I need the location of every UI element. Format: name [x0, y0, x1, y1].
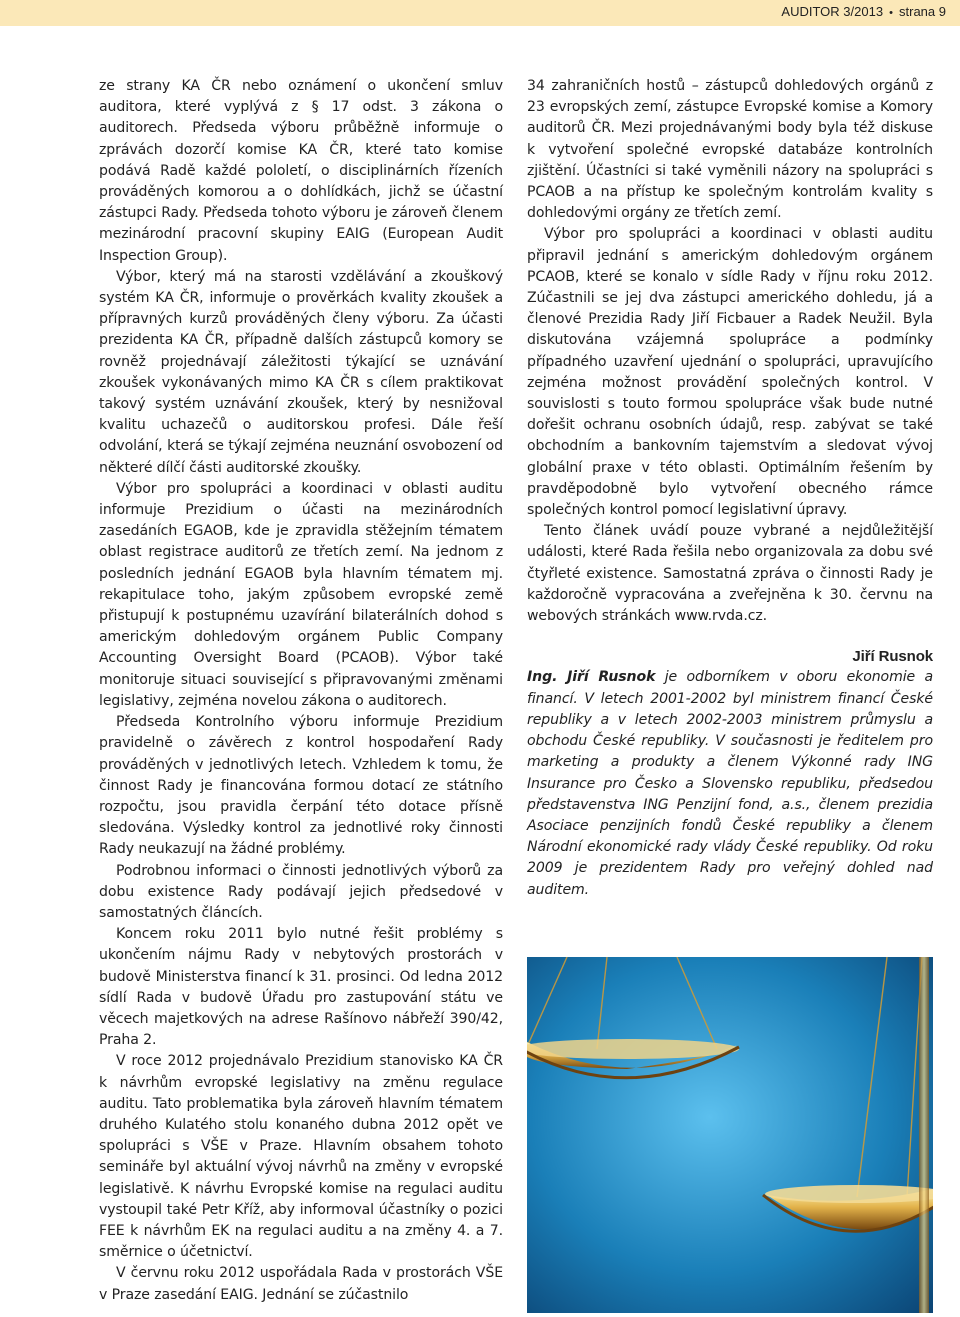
- paragraph: 34 zahraničních hostů – zástupců dohledových orgánů z 23 evropských zemí, zástupce Evropské komise a Komory auditorů ČR. Mezi projednávanými body byla též diskuse k vytvoření společné evropské databáze kontrolních zjištění. Účastníci si také vyměnili názory na spolupráci s PCAOB a na přístup ke společným kontrolám kvality s dohledovými orgány ze třetích zemí.: [527, 78, 933, 222]
- author-signature: Jiří Rusnok: [852, 648, 933, 666]
- paragraph: ze strany KA ČR nebo oznámení o ukončení smluv auditora, které vyplývá z § 17 odst. 3 zákona o auditorech. Předseda výboru průběžně informuje o zprávách dozorčí komise KA ČR, které tato komise podává Radě každé pololetí, o disciplinárních řízeních prováděných komorou a o dohlídkách, jichž se účastní zástupci Rady. Předseda tohoto výboru je zároveň členem mezinárodní pracovní skupiny EAIG (European Audit Inspection Group).: [99, 78, 503, 264]
- paragraph: Koncem roku 2011 bylo nutné řešit problémy s ukončením nájmu Rady v nebytových prostorách v budově Ministerstva financí k 31. prosinci. Od ledna 2012 sídlí Rada v budově Úřadu pro zastupování státu ve věcech majetkových na adrese Rašínovo nábřeží 390/42, Praha 2.: [99, 926, 503, 1049]
- right-column: [527, 76, 933, 901]
- bullet-separator: •: [886, 7, 897, 19]
- scales-photo: [527, 957, 933, 1313]
- page-header: [0, 0, 960, 26]
- left-column: [99, 76, 503, 1306]
- journal-issue: AUDITOR 3/2013: [781, 4, 884, 19]
- paragraph: Tento článek uvádí pouze vybrané a nejdůležitější události, které Rada řešila nebo organizovala za dobu své čtyřleté existence. Samostatná zpráva o činnosti Rady je každoročně vypracována a zveřejněna k 30. červnu na webových stránkách www.rvda.cz.: [527, 523, 933, 625]
- paragraph: Předseda Kontrolního výboru informuje Prezidium pravidelně o závěrech z kontrol hospodaření Rady prováděných v jednotlivých letech. Vzhledem k tomu, že činnost Rady je financována formou dotací ze státního rozpočtu, jsou pravidla čerpání této dotace přísně sledována. Výsledky kontrol za jednotlivé roky činnosti Rady neukazují na žádné problémy.: [99, 714, 503, 858]
- bio-name: Ing. Jiří Rusnok: [527, 669, 656, 686]
- paragraph: Podrobnou informaci o činnosti jednotlivých výborů za dobu existence Rady podávají jejich předsedové v samostatných článcích.: [99, 862, 503, 921]
- paragraph: V roce 2012 projednávalo Prezidium stanovisko KA ČR k návrhům evropské legislativy na změnu regulace auditu. Tato problematika byla zároveň hlavním tématem druhého Kulatého stolu konaného dubna 2012 opět ve spolupráci s VŠE v Praze. Hlavním obsahem tohoto semináře byl aktuální vývoj návrhů na změny v evropské legislativě. K návrhu Evropské komise na regulaci auditu vystoupil také Petr Kříž, aby informoval účastníky o pozici FEE k návrhům EK na regulaci auditu a na změny 4. a 7. směrnice o účetnictví.: [99, 1053, 503, 1261]
- paragraph: Výbor pro spolupráci a koordinaci v oblasti auditu informuje Prezidium o účasti na mezinárodních zasedáních EGAOB, kde je zpravidla stěžejním tématem oblast registrace auditorů ze třetích zemí. Na jednom z posledních jednání EGAOB byla hlavním tématem mj. rekapitulace toho, jakým způsobem evropské země přistupují k postupnému uzavírání bilaterálních dohod s americkým dohledovým orgánem Public Company Accounting Oversight Board (PCAOB). Výbor také monitoruje situaci související s připravovanými změnami legislativy, zejména novelou zákona o auditorech.: [99, 480, 503, 709]
- bio-text: je odborníkem v oboru ekonomie a financí. V letech 2001-2002 byl ministrem financí České republiky a v letech 2002-2003 ministrem průmyslu a obchodu České republiky. V současnosti je ředitelem pro marketing a produkty a členem Výkonné rady ING Insurance pro Česko a Slovensko republiku, předsedou představenstva ING Penzijní fond, a.s., členem prezidia Asociace penzijních fondů České republiky a členem Národní ekonomické rady vlády České republiky. Od roku 2009 je prezidentem Rady pro veřejný dohled nad auditem.: [527, 669, 933, 898]
- author-bio: [527, 667, 933, 900]
- golden-scales-icon: [527, 957, 933, 1313]
- header-text: [781, 4, 946, 19]
- paragraph: Výbor, který má na starosti vzdělávání a zkouškový systém KA ČR, informuje o prověrkách kvality zkoušek a přípravných kurzů prováděných členy výboru. Za účasti prezidenta KA ČR, případně dalších zástupců komory se rovněž projednávají záležitosti týkající se uznávání zkoušek vykonávaných mimo KA ČR s cílem praktikovat takový systém uznávání zkoušek, který by nesnižoval kvalitu uchazečů o auditorskou profesi. Dále řeší odvolání, která se týkají zejména neuznání osvobození od některé dílčí části auditorské zkoušky.: [99, 268, 503, 476]
- paragraph: Výbor pro spolupráci a koordinaci v oblasti auditu připravil jednání s americkým dohledovým orgánem PCAOB, které se konalo v sídle Rady v říjnu roku 2012. Zúčastnili se jej dva zástupci amerického dohledu, já a členové Prezidia Rady Jiří Ficbauer a Radek Neužil. Byla diskutována vzájemná spolupráce a podmínky případného uzavření ujednání o spolupráci, upravujícího zejména možnost provádění společných kontrol. V souvislosti s touto formou spolupráce však bude nutné dořešit ochranu osobních údajů, resp. zabývat se také obchodním a bankovním tajemstvím a sledovat vývoj globální praxe v této oblasti. Optimálním řešením by pravděpodobně bylo vytvoření obecného rámce společných kontrol pomocí legislativní úpravy.: [527, 226, 933, 519]
- paragraph: V červnu roku 2012 uspořádala Rada v prostorách VŠE v Praze zasedání EAIG. Jednání se zúčastnilo: [99, 1265, 503, 1303]
- page-number: strana 9: [899, 4, 946, 19]
